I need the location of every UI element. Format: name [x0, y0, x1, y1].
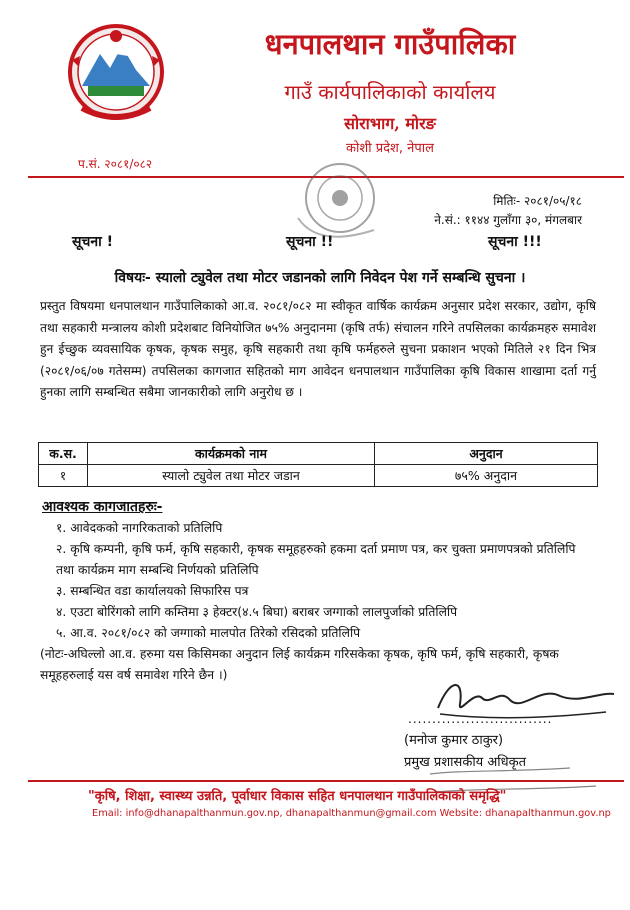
table-header-sn: क.स.: [39, 443, 88, 465]
signatory-name: (मनोज कुमार ठाकुर): [404, 733, 504, 748]
note-text: (नोटः-अघिल्लो आ.व. हरुमा यस किसिमका अनुदान लिई कार्यक्रम गरिसकेका कृषक, कृषि फर्म, कृषि सहकारी, कृषक समूहहरुलाई यस वर्ष समावेश गरिने छैन ।): [40, 647, 559, 682]
signature-line: ..............................: [408, 712, 553, 726]
table-header-row: [39, 443, 598, 465]
list-item: ३. सम्बन्धित वडा कार्यालयको सिफारिस पत्र: [56, 584, 249, 598]
list-item: २. कृषि कम्पनी, कृषि फर्म, कृषि सहकारी, कृषक समूहहरुको हकमा दर्ता प्रमाण पत्र, कर चुक्ता प्रमाणपत्रको प्रतिलिपि तथा कार्यक्रम माग सम्बन्धि निर्णयको प्रतिलिपि: [56, 542, 576, 577]
table-header-program: कार्यक्रमको नाम: [88, 443, 375, 465]
province: कोशी प्रदेश, नेपाल: [346, 141, 434, 156]
notice-label-1: सूचना !: [72, 234, 114, 250]
list-item: ४. एउटा बोरिंगको लागि कम्तिमा ३ हेक्टर(४.५ बिघा) बराबर जग्गाको लालपुर्जाको प्रतिलिपि: [56, 605, 458, 619]
footer-contact: Email: info@dhanapalthanmun.gov.np, dhanapalthanmun@gmail.com Website: dhanapalthanmun.gov.np: [92, 808, 611, 819]
reference-number: प.सं. २०८१/०८२: [78, 157, 153, 171]
date-line: मितिः- २०८१/०५/१८: [493, 194, 582, 208]
nepal-samvat-line: ने.सं.: ११४४ गुलाँगा ३०, मंगलबार: [434, 213, 582, 227]
notice-label-2: सूचना !!: [286, 234, 334, 250]
org-name: धनपालथान गाउँपालिका: [264, 27, 516, 61]
office-location: सोराभाग, मोरङ: [344, 114, 436, 133]
notice-body: प्रस्तुत विषयमा धनपालथान गाउँपालिकाको आ.व. २०८१/०८२ मा स्वीकृत वार्षिक कार्यक्रम अनुसार प्रदेश सरकार, उद्योग, कृषि तथा सहकारी मन्त्रालय कोशी प्रदेशबाट विनियोजित ७५% अनुदानमा (कृषि तर्फ) संचालन गरिने तपसिलका कार्यक्रमहरु समावेश हुन ईच्छुक व्यवसायिक कृषक, कृषक समुह, कृषि सहकारी तथा कृषि फर्महरुले सुचना प्रकाशन भएको मितिले २१ दिन भित्र (२०८१/०६/०७ गतेसम्म) तपसिलका कागजात सहितको माग आवेदन धनपालथान गाउँपालिका कृषि विकास शाखामा दर्ता गर्नु हुनका लागि सम्बन्धित सबैमा जानकारीको लागि अनुरोध छ ।: [40, 299, 596, 399]
table-row: [39, 465, 598, 487]
notice-label-3: सूचना !!!: [488, 234, 542, 250]
list-item: १. आवेदकको नागरिकताको प्रतिलिपि: [56, 521, 223, 535]
required-docs-title: आवश्यक कागजातहरुः-: [42, 499, 163, 515]
table-header-subsidy: अनुदान: [375, 443, 598, 465]
signatory-title: प्रमुख प्रशासकीय अधिकृत: [404, 755, 527, 770]
nepal-emblem-icon: [62, 20, 170, 130]
program-table: [38, 442, 598, 487]
footer-divider: [28, 780, 624, 782]
required-docs-list: [56, 518, 596, 644]
list-item: ५. आ.व. २०८१/०८२ को जग्गाको मालपोत तिरेको रसिदको प्रतिलिपि: [56, 626, 361, 640]
table-cell-subsidy: ७५% अनुदान: [375, 465, 598, 487]
office-name: गाउँ कार्यपालिकाको कार्यालय: [284, 80, 496, 104]
table-cell-program: स्यालो ट्युवेल तथा मोटर जडान: [88, 465, 375, 487]
footer-motto: "कृषि, शिक्षा, स्वास्थ्य उन्नति, पूर्वाधार विकास सहित धनपालथान गाउँपालिकाको समृद्धि": [88, 789, 507, 804]
table-cell-sn: १: [39, 465, 88, 487]
subject-line: विषयः- स्यालो ट्युवेल तथा मोटर जडानको लागि निवेदन पेश गर्ने सम्बन्धि सुचना ।: [114, 270, 526, 286]
